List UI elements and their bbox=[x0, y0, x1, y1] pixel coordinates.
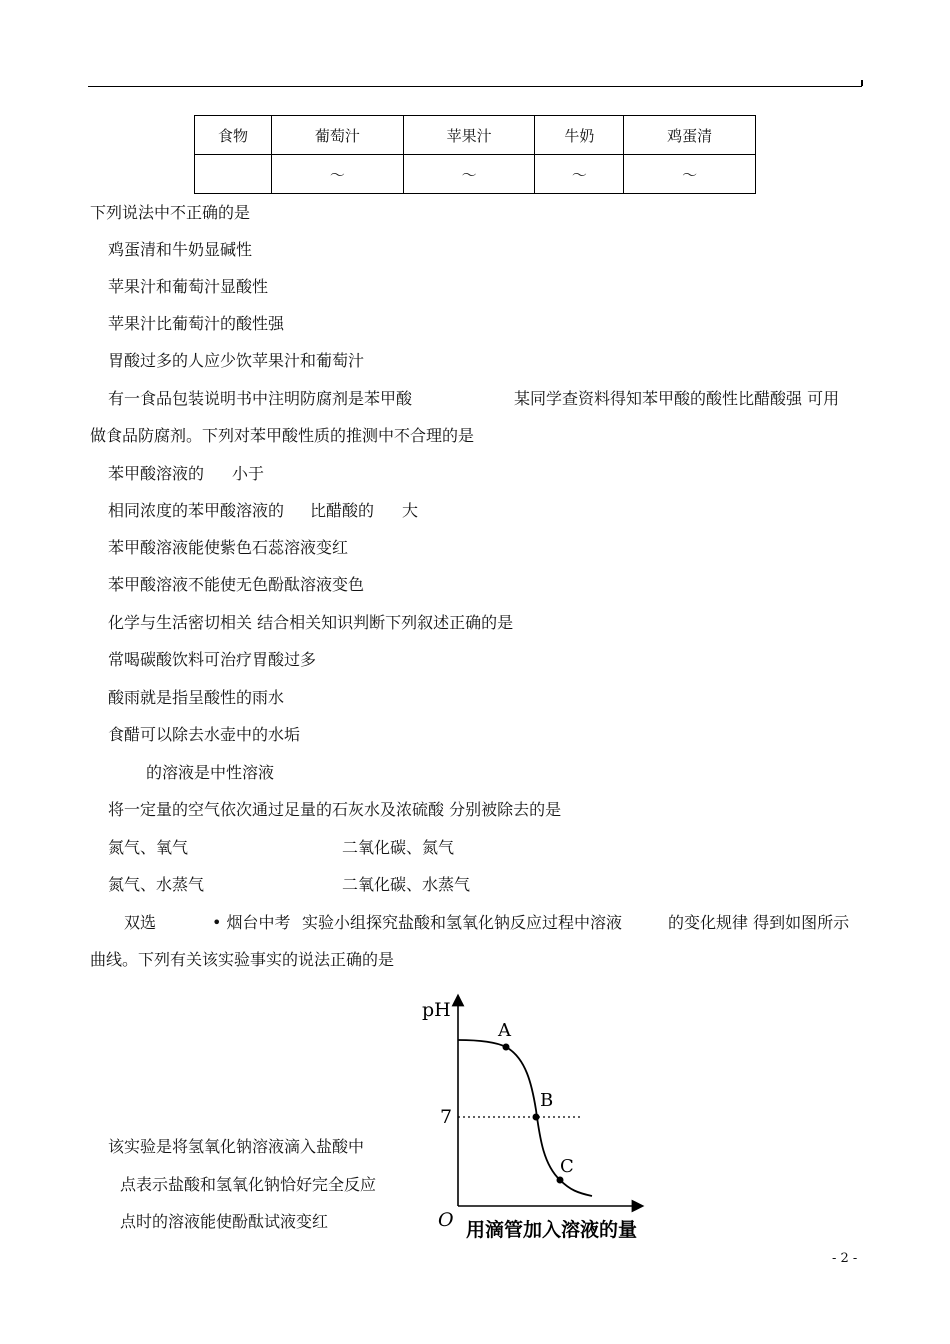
point-a-marker bbox=[503, 1044, 510, 1051]
header-rule-tick bbox=[861, 80, 863, 86]
table-ph-row bbox=[195, 155, 756, 194]
q5-option-a: 该实验是将氢氧化钠溶液滴入盐酸中 bbox=[108, 1137, 365, 1156]
q2-stem-part2: 某同学查资料得知苯甲酸的酸性比醋酸强 可用 bbox=[514, 389, 840, 408]
q2-option-d: 苯甲酸溶液不能使无色酚酞溶液变色 bbox=[108, 575, 365, 594]
q4-option-d: 二氧化碳、水蒸气 bbox=[342, 875, 471, 894]
q3-stem: 化学与生活密切相关 结合相关知识判断下列叙述正确的是 bbox=[108, 613, 514, 632]
q2-option-c: 苯甲酸溶液能使紫色石蕊溶液变红 bbox=[108, 538, 349, 557]
table-cell: ～ bbox=[535, 155, 624, 194]
q2-option-b-text1: 相同浓度的苯甲酸溶液的 bbox=[108, 501, 285, 520]
q5-option-b: 点表示盐酸和氢氧化钠恰好完全反应 bbox=[120, 1175, 377, 1194]
q5-option-c: 点时的溶液能使酚酞试液变红 bbox=[120, 1212, 329, 1231]
q2-option-b-text2: 比醋酸的 bbox=[310, 501, 375, 520]
y-reference-label: 7 bbox=[440, 1106, 453, 1128]
point-c-label: C bbox=[560, 1156, 574, 1177]
q4-option-c: 氮气、水蒸气 bbox=[108, 875, 205, 894]
q5-source: • 烟台中考 bbox=[212, 913, 291, 932]
q3-option-d: 的溶液是中性溶液 bbox=[146, 763, 275, 782]
table-cell bbox=[195, 155, 272, 194]
table-cell: ～ bbox=[403, 155, 535, 194]
q2-option-b bbox=[108, 501, 418, 521]
ph-curve-chart bbox=[420, 990, 690, 1250]
table-cell: ～ bbox=[272, 155, 404, 194]
q2-option-a bbox=[108, 464, 264, 484]
table-cell: 葡萄汁 bbox=[272, 116, 404, 155]
table-cell: ～ bbox=[624, 155, 756, 194]
q2-option-a-text1: 苯甲酸溶液的 bbox=[108, 464, 205, 483]
table-cell: 牛奶 bbox=[535, 116, 624, 155]
point-b-marker bbox=[533, 1114, 540, 1121]
q5-tag: 双选 bbox=[124, 913, 157, 932]
y-axis-label: pH bbox=[422, 999, 451, 1021]
q1-option-c: 苹果汁比葡萄汁的酸性强 bbox=[108, 314, 285, 333]
q4-option-a: 氮气、氧气 bbox=[108, 838, 189, 857]
page-number: - 2 - bbox=[832, 1251, 858, 1266]
q2-stem-part3: 做食品防腐剂。下列对苯甲酸性质的推测中不合理的是 bbox=[90, 426, 475, 445]
table-cell: 苹果汁 bbox=[403, 116, 535, 155]
q4-option-b: 二氧化碳、氮气 bbox=[342, 838, 455, 857]
q2-option-a-text2: 小于 bbox=[232, 464, 265, 483]
origin-label: O bbox=[438, 1209, 454, 1231]
q1-option-d: 胃酸过多的人应少饮苹果汁和葡萄汁 bbox=[108, 351, 365, 370]
q2-stem-part1: 有一食品包装说明书中注明防腐剂是苯甲酸 bbox=[108, 389, 413, 408]
q5-stem-part1: 实验小组探究盐酸和氢氧化钠反应过程中溶液 bbox=[302, 913, 623, 932]
point-c-marker bbox=[557, 1177, 564, 1184]
q5-stem-part2: 的变化规律 得到如图所示 bbox=[668, 913, 850, 932]
point-a-label: A bbox=[498, 1020, 511, 1041]
point-b-label: B bbox=[540, 1090, 554, 1111]
q5-stem-part3: 曲线。下列有关该实验事实的说法正确的是 bbox=[90, 950, 395, 969]
table-header-row bbox=[195, 116, 756, 155]
q3-option-a: 常喝碳酸饮料可治疗胃酸过多 bbox=[108, 650, 317, 669]
q3-option-b: 酸雨就是指呈酸性的雨水 bbox=[108, 688, 285, 707]
x-axis-label: 用滴管加入溶液的量 bbox=[466, 1219, 638, 1241]
header-rule bbox=[88, 86, 862, 87]
q3-option-c: 食醋可以除去水壶中的水垢 bbox=[108, 725, 301, 744]
q4-stem: 将一定量的空气依次通过足量的石灰水及浓硫酸 分别被除去的是 bbox=[108, 800, 562, 819]
q1-stem: 下列说法中不正确的是 bbox=[90, 203, 251, 222]
q1-option-b: 苹果汁和葡萄汁显酸性 bbox=[108, 277, 269, 296]
q1-option-a: 鸡蛋清和牛奶显碱性 bbox=[108, 240, 253, 259]
table-cell: 食物 bbox=[195, 116, 272, 155]
food-ph-table bbox=[194, 115, 756, 194]
q2-option-b-text3: 大 bbox=[402, 501, 419, 520]
table-cell: 鸡蛋清 bbox=[624, 116, 756, 155]
